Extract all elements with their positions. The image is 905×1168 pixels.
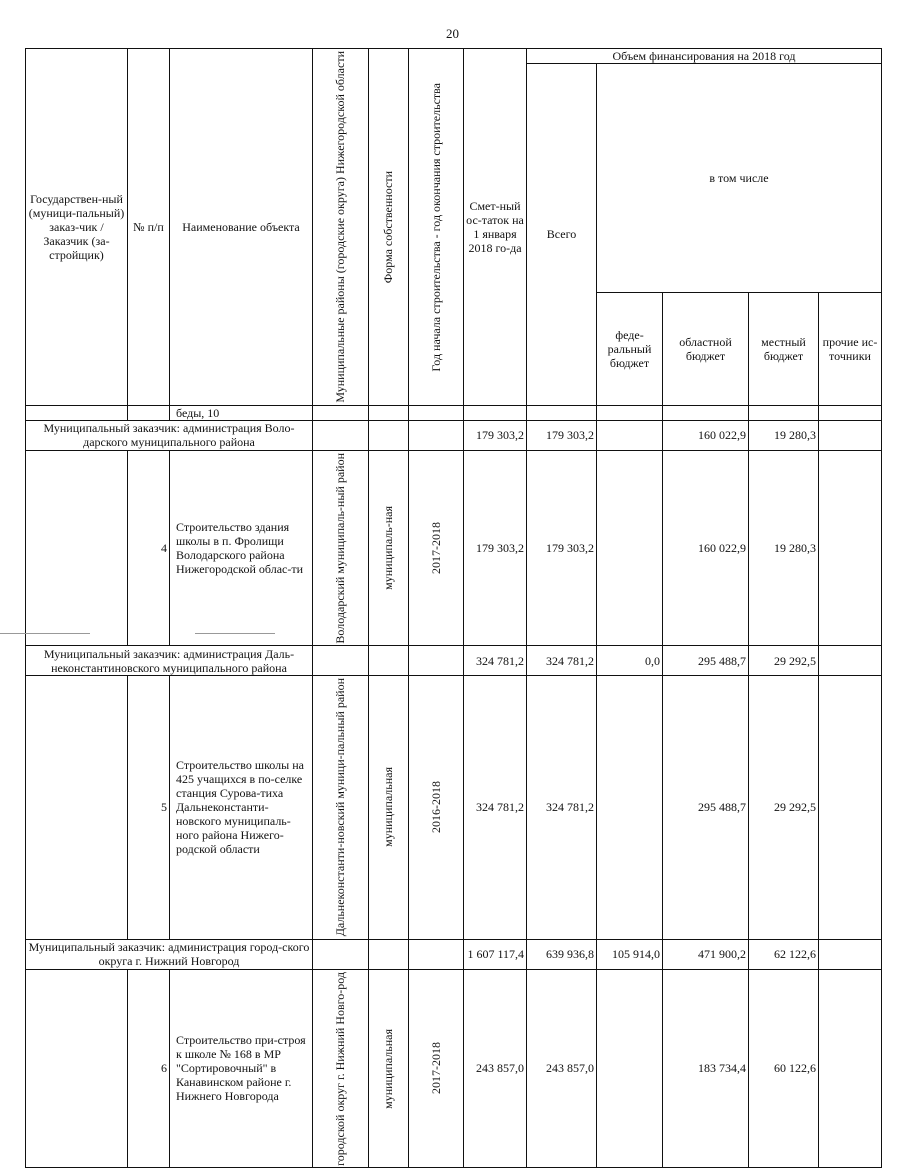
estimate-cell: 243 857,0 — [464, 969, 527, 1168]
federal-cell — [597, 450, 663, 646]
local-cell: 29 292,5 — [749, 646, 819, 676]
group-customer: Муниципальный заказчик: администрация Воло-дарского муниципального района — [26, 420, 313, 450]
header-years: Год начала строительства - год окончания строительства — [428, 82, 443, 372]
table-row — [26, 450, 882, 646]
estimate-cell: 324 781,2 — [464, 676, 527, 939]
total-cell: 324 781,2 — [527, 646, 597, 676]
federal-cell — [597, 420, 663, 450]
other-cell — [819, 450, 882, 646]
item-ownership: муниципальная — [381, 767, 395, 848]
item-years: 2016-2018 — [428, 781, 443, 834]
item-district: Дальнеконстанти-новский муници-пальный район — [333, 678, 347, 937]
item-name: Строительство школы на 425 учащихся в по-селке станция Сурова-тиха Дальнеконстанти-новского муниципаль-ного района Нижего-родской области — [170, 676, 313, 939]
page-number: 20 — [446, 26, 459, 41]
other-cell — [819, 646, 882, 676]
table-row — [26, 646, 882, 676]
header-districts: Муниципальные районы (городские округа) Нижегородской области — [333, 51, 347, 403]
item-years: 2017-2018 — [428, 1042, 443, 1095]
total-cell: 179 303,2 — [527, 420, 597, 450]
total-cell: 324 781,2 — [527, 676, 597, 939]
group-customer: Муниципальный заказчик: администрация Даль-неконстантиновского муниципального района — [26, 646, 313, 676]
header-object-name: Наименование объекта — [170, 49, 313, 406]
item-district: городской округ г. Нижний Новго-род — [333, 971, 347, 1166]
header-customer: Государствен-ный (муници-пальный) заказ-чик / Заказчик (за-стройщик) — [26, 49, 128, 406]
group-customer: Муниципальный заказчик: администрация город-ского округа г. Нижний Новгород — [26, 939, 313, 969]
header-total: Всего — [527, 64, 597, 406]
header-number: № п/п — [128, 49, 170, 406]
local-cell: 19 280,3 — [749, 450, 819, 646]
other-cell — [819, 420, 882, 450]
table-row — [26, 420, 882, 450]
header-including: в том числе — [597, 64, 882, 293]
estimate-cell: 179 303,2 — [464, 420, 527, 450]
federal-cell: 0,0 — [597, 646, 663, 676]
local-cell: 60 122,6 — [749, 969, 819, 1168]
local-cell: 62 122,6 — [749, 939, 819, 969]
header-regional: областной бюджет — [663, 292, 749, 405]
item-number: 4 — [128, 450, 170, 646]
estimate-cell: 1 607 117,4 — [464, 939, 527, 969]
total-cell: 639 936,8 — [527, 939, 597, 969]
table-row — [26, 969, 882, 1168]
item-number: 5 — [128, 676, 170, 939]
regional-cell: 295 488,7 — [663, 676, 749, 939]
other-cell — [819, 676, 882, 939]
regional-cell: 183 734,4 — [663, 969, 749, 1168]
regional-cell: 471 900,2 — [663, 939, 749, 969]
estimate-cell: 324 781,2 — [464, 646, 527, 676]
header-local: местный бюджет — [749, 292, 819, 405]
total-cell: 243 857,0 — [527, 969, 597, 1168]
local-cell: 19 280,3 — [749, 420, 819, 450]
federal-cell: 105 914,0 — [597, 939, 663, 969]
item-years: 2017-2018 — [428, 521, 443, 574]
item-ownership: муниципаль-ная — [381, 506, 395, 590]
continuation-text: беды, 10 — [170, 405, 313, 420]
item-ownership: муниципальная — [381, 1028, 395, 1109]
financing-table — [25, 48, 882, 1168]
regional-cell: 160 022,9 — [663, 450, 749, 646]
local-cell: 29 292,5 — [749, 676, 819, 939]
footer-rule — [195, 633, 275, 634]
table-row — [26, 676, 882, 939]
other-cell — [819, 969, 882, 1168]
header-financing: Объем финансирования на 2018 год — [527, 49, 882, 64]
total-cell: 179 303,2 — [527, 450, 597, 646]
item-number: 6 — [128, 969, 170, 1168]
header-ownership: Форма собственности — [381, 170, 395, 283]
footer-rule — [0, 633, 90, 634]
item-name: Строительство здания школы в п. Фролищи Володарского района Нижегородской облас-ти — [170, 450, 313, 646]
regional-cell: 160 022,9 — [663, 420, 749, 450]
regional-cell: 295 488,7 — [663, 646, 749, 676]
other-cell — [819, 939, 882, 969]
federal-cell — [597, 676, 663, 939]
item-district: Володарский муниципаль-ный район — [333, 452, 347, 644]
table-row — [26, 405, 882, 420]
header-estimate: Смет-ный ос-таток на 1 января 2018 го-да — [464, 49, 527, 406]
table-row — [26, 939, 882, 969]
header-federal: феде-ральный бюджет — [597, 292, 663, 405]
header-other: прочие ис-точники — [819, 292, 882, 405]
federal-cell — [597, 969, 663, 1168]
estimate-cell: 179 303,2 — [464, 450, 527, 646]
item-name: Строительство при-строя к школе № 168 в МР "Сортировочный" в Канавинском районе г. Нижнего Новгорода — [170, 969, 313, 1168]
